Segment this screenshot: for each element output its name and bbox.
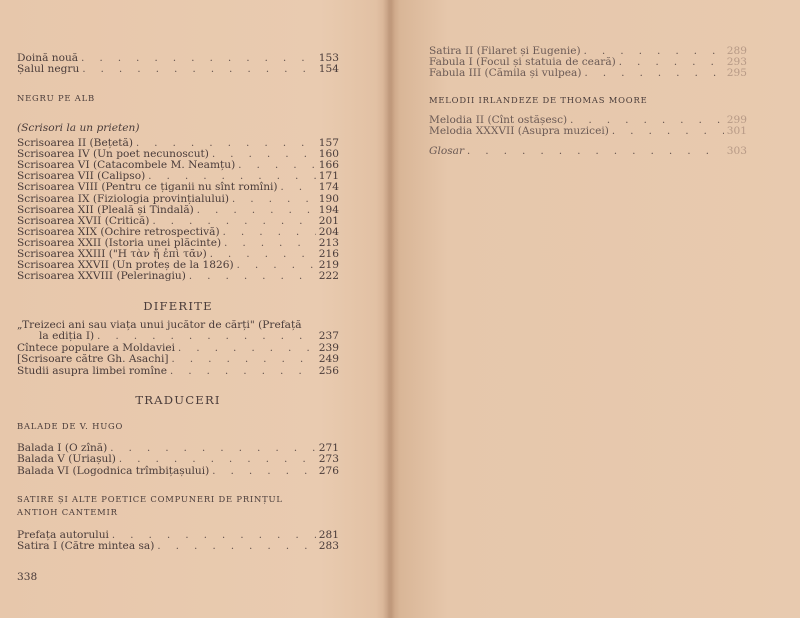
entry-title: Melodia II (Cînt ostășesc) bbox=[429, 114, 568, 126]
entry-title: Scrisoarea XIX (Ochire retrospectivă) bbox=[17, 225, 220, 238]
entry-title: Scrisoarea IX (Fiziologia provințialului) bbox=[17, 192, 230, 205]
entry-title: Scrisoarea IV (Un poet necunoscut) bbox=[17, 148, 209, 161]
entry-page: 249 bbox=[318, 353, 339, 366]
entry-title: Scrisoarea XXIII ("Η τὰν ἤ ἐπὶ τᾶν) bbox=[17, 248, 207, 260]
entry-title: Satira I (Către mintea sa) bbox=[17, 540, 155, 553]
entry-page: 216 bbox=[318, 248, 339, 260]
toc-entry bbox=[17, 64, 339, 76]
subsection-heading: (Scrisori la un prieten) bbox=[17, 122, 140, 134]
entry-page: 293 bbox=[726, 56, 747, 68]
entry-page: 299 bbox=[726, 114, 747, 126]
section-heading: DIFERITE bbox=[143, 299, 213, 313]
entry-page: 166 bbox=[318, 159, 339, 172]
subsection-heading-line1: SATIRE ȘI ALTE POETICE COMPUNERI DE PRINȚUL bbox=[17, 494, 283, 504]
entry-title-cont: la ediția I) bbox=[39, 330, 95, 342]
entry-page: 237 bbox=[318, 330, 339, 342]
entry-page: 213 bbox=[318, 236, 339, 249]
entry-title: Satira II (Filaret și Eugenie) bbox=[429, 45, 581, 57]
entry-page: 201 bbox=[318, 214, 339, 227]
entry-page: 301 bbox=[726, 125, 747, 137]
toc-entry bbox=[429, 68, 747, 80]
entry-title: Fabula III (Cămila și vulpea) bbox=[429, 67, 582, 79]
entry-page: 157 bbox=[318, 137, 339, 149]
entry-page: 303 bbox=[726, 145, 747, 157]
subsection-heading-line2: ANTIOH CANTEMIR bbox=[17, 507, 118, 517]
entry-page: 219 bbox=[318, 259, 339, 272]
entry-title: Scrisoarea XII (Pleală și Tindală) bbox=[17, 203, 194, 216]
entry-title: Melodia XXXVII (Asupra muzicei) bbox=[429, 125, 609, 137]
entry-title: Prefața autorului bbox=[17, 529, 109, 541]
toc-entry bbox=[17, 541, 339, 553]
entry-page: 153 bbox=[318, 52, 339, 64]
entry-page: 171 bbox=[318, 170, 339, 183]
entry-page: 204 bbox=[318, 225, 339, 238]
entry-page: 154 bbox=[318, 63, 339, 75]
entry-page: 289 bbox=[726, 45, 747, 57]
entry-title: Scrisoarea VII (Calipso) bbox=[17, 170, 146, 183]
entry-title: Scrisoarea XXVII (Un proteș de la 1826) bbox=[17, 259, 234, 272]
subsection-heading: MELODII IRLANDEZE DE THOMAS MOORE bbox=[429, 95, 648, 105]
entry-title: Scrisoarea XXII (Istoria unei plăcinte) bbox=[17, 236, 222, 249]
entry-title: Cîntece populare a Moldaviei bbox=[17, 342, 176, 354]
entry-page: 295 bbox=[726, 67, 747, 79]
entry-page: 281 bbox=[318, 529, 339, 541]
entry-page: 194 bbox=[318, 203, 339, 216]
entry-page: 271 bbox=[318, 442, 339, 454]
entry-page: 160 bbox=[318, 148, 339, 161]
entry-page: 283 bbox=[318, 540, 339, 553]
entry-title: Fabula I (Focul și statuia de ceară) bbox=[429, 56, 616, 68]
toc-entry bbox=[429, 126, 747, 138]
entry-title: Șalul negru bbox=[17, 63, 80, 75]
entry-page: 190 bbox=[318, 192, 339, 205]
section-heading: TRADUCERI bbox=[135, 393, 221, 407]
entry-title: Scrisoarea XXVIII (Pelerinagiu) bbox=[17, 270, 186, 283]
entry-title: Balada VI (Logodnica trîmbițașului) bbox=[17, 464, 210, 477]
entry-title: Scrisoarea II (Bețetă) bbox=[17, 137, 133, 149]
subsection-heading: BALADE DE V. HUGO bbox=[17, 421, 124, 431]
entry-title: [Scrisoare către Gh. Asachi] bbox=[17, 353, 169, 366]
page-number: 338 bbox=[17, 571, 38, 583]
entry-title: Scrisoarea VIII (Pentru ce țiganii nu sînt romîni) bbox=[17, 181, 278, 194]
entry-page: 174 bbox=[318, 181, 339, 194]
entry-page: 239 bbox=[318, 342, 339, 354]
toc-entry bbox=[17, 366, 339, 378]
entry-page: 276 bbox=[318, 464, 339, 477]
entry-title: Balada V (Uriașul) bbox=[17, 453, 116, 466]
toc-entry bbox=[17, 271, 339, 283]
toc-entry-title-line1: „Treizeci ani sau viața unui jucător de cărți" (Prefață bbox=[17, 319, 302, 331]
entry-page: 256 bbox=[318, 364, 339, 377]
entry-title: Studii asupra limbei romîne bbox=[17, 364, 167, 377]
toc-entry bbox=[429, 146, 747, 158]
entry-page: 273 bbox=[318, 453, 339, 466]
entry-title: Scrisoarea VI (Catacombele M. Neamțu) bbox=[17, 159, 236, 172]
toc-entry bbox=[17, 331, 339, 343]
entry-title: Scrisoarea XVII (Critică) bbox=[17, 214, 150, 227]
toc-entry bbox=[17, 466, 339, 478]
entry-title: Doină nouă bbox=[17, 52, 79, 64]
entry-title: Balada I (O zînă) bbox=[17, 442, 108, 454]
right-page bbox=[392, 0, 800, 618]
section-heading: NEGRU PE ALB bbox=[17, 93, 95, 103]
left-page bbox=[0, 0, 388, 618]
entry-page: 222 bbox=[318, 270, 339, 283]
entry-title: Glosar bbox=[429, 145, 465, 157]
